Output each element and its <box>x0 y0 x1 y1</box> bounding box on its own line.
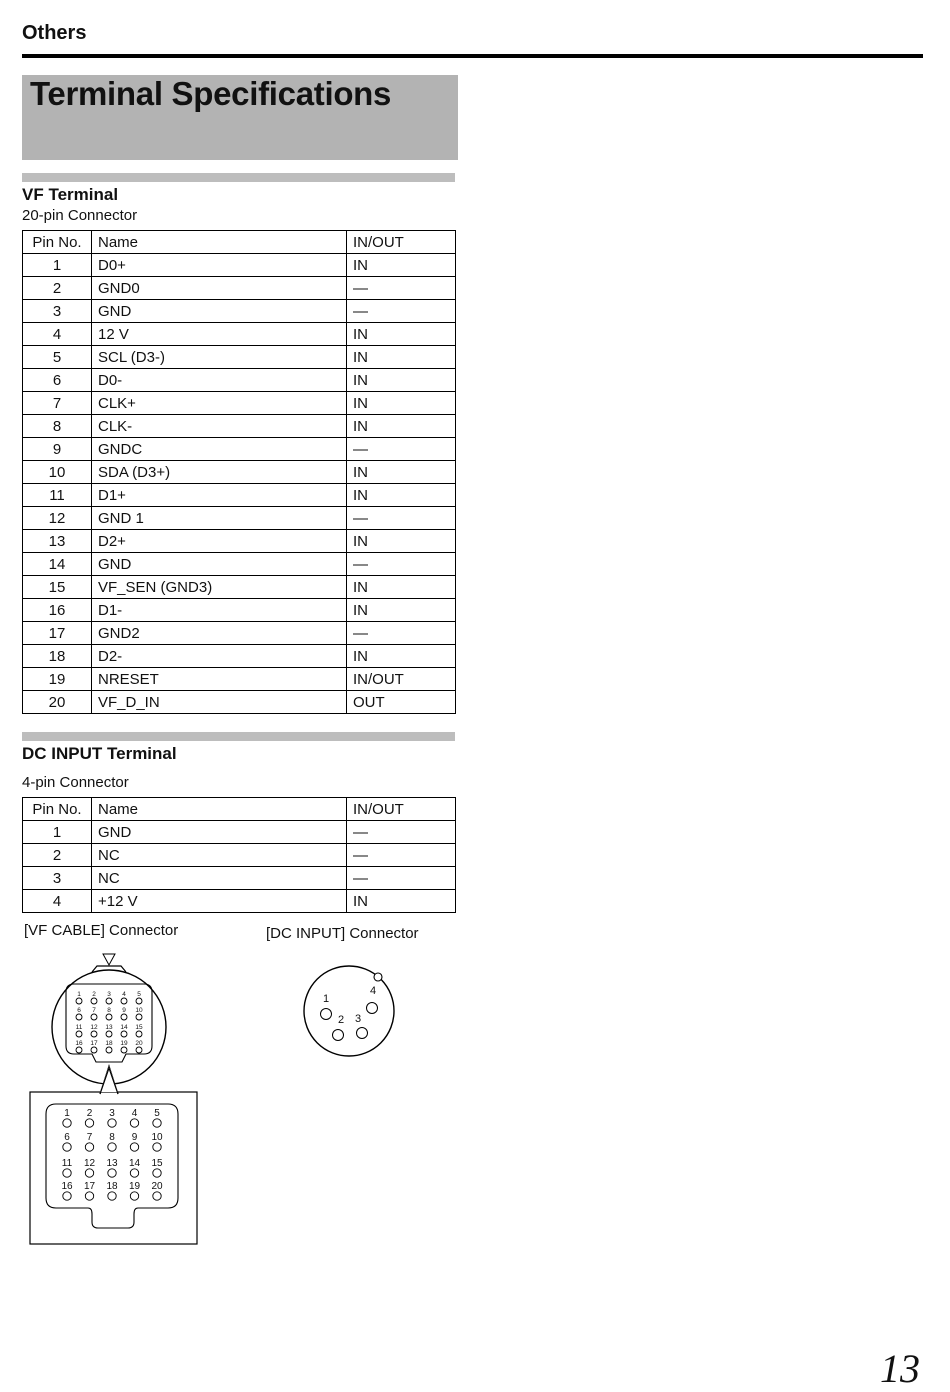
vf-cable-connector-label: [VF CABLE] Connector <box>24 922 179 939</box>
pin-number-label: 1 <box>77 991 81 998</box>
pin-number-cell: 12 <box>23 507 92 530</box>
pin-hole <box>136 1014 142 1020</box>
pin-number-cell: 19 <box>23 668 92 691</box>
pin-hole <box>108 1119 116 1127</box>
pin-number-cell: 20 <box>23 691 92 714</box>
pin-hole <box>76 998 82 1004</box>
pin-number-label: 11 <box>61 1158 73 1169</box>
pin-name-cell: D2+ <box>92 530 347 553</box>
pin-number-label: 13 <box>106 1158 118 1169</box>
dc-terminal-heading: DC INPUT Terminal <box>22 744 177 763</box>
pin-name-cell: NC <box>92 867 347 890</box>
pin-hole <box>63 1119 71 1127</box>
pin-number-label: 9 <box>131 1132 138 1143</box>
pin-number-label: 8 <box>107 1007 111 1014</box>
table-header-row <box>23 798 456 821</box>
dc-input-connector-diagram <box>298 960 402 1062</box>
table-row <box>23 645 456 668</box>
pin-name-cell: D1- <box>92 599 347 622</box>
table-row <box>23 622 456 645</box>
pin-name-cell: NC <box>92 844 347 867</box>
pin-number-label: 17 <box>83 1181 96 1192</box>
pin-number-label: 19 <box>128 1181 141 1192</box>
pin-direction-cell: IN <box>347 530 456 553</box>
pin-number-cell: 10 <box>23 461 92 484</box>
pin-hole <box>121 1031 127 1037</box>
pin-number-label: 9 <box>122 1007 126 1014</box>
pin-hole <box>121 998 127 1004</box>
pin-hole <box>121 1014 127 1020</box>
pin-hole <box>76 1014 82 1020</box>
pin-name-cell: +12 V <box>92 890 347 913</box>
pin-direction-cell: — <box>347 821 456 844</box>
pin-hole <box>136 1047 142 1053</box>
table-row <box>23 867 456 890</box>
pin-name-cell: VF_SEN (GND3) <box>92 576 347 599</box>
pin-name-cell: NRESET <box>92 668 347 691</box>
pin-hole <box>136 998 142 1004</box>
pin-name-cell: D1+ <box>92 484 347 507</box>
pin-name-cell: D0+ <box>92 254 347 277</box>
pin-name-cell: SCL (D3-) <box>92 346 347 369</box>
dc-input-connector-label: [DC INPUT] Connector <box>266 925 419 942</box>
pin-number-label: 5 <box>137 991 141 998</box>
dc-pin-table <box>22 797 456 913</box>
pin-number-cell: 13 <box>23 530 92 553</box>
pin-number-label: 3 <box>109 1108 115 1119</box>
pin-name-cell: SDA (D3+) <box>92 461 347 484</box>
pin-direction-cell: — <box>347 867 456 890</box>
pin-number-label: 6 <box>77 1007 81 1014</box>
pin-hole <box>91 1047 97 1053</box>
pin-hole <box>108 1169 116 1177</box>
pin-name-cell: GND2 <box>92 622 347 645</box>
pin-hole <box>108 1192 116 1200</box>
pin-number-label: 15 <box>151 1158 163 1169</box>
pin-number-label: 6 <box>64 1132 70 1143</box>
table-row <box>23 461 456 484</box>
pin-number-cell: 2 <box>23 844 92 867</box>
pin-direction-cell: IN <box>347 645 456 668</box>
table-row <box>23 323 456 346</box>
pin-direction-cell: — <box>347 300 456 323</box>
table-row <box>23 530 456 553</box>
dc-pin-hole <box>357 1028 368 1039</box>
pin-hole <box>85 1169 93 1177</box>
pin-name-cell: 12 V <box>92 323 347 346</box>
large-pin-grid <box>61 1108 163 1200</box>
pin-direction-cell: IN <box>347 346 456 369</box>
pin-number-label: 20 <box>151 1181 163 1192</box>
vf-terminal-heading: VF Terminal <box>22 185 119 204</box>
pin-number-label: 4 <box>131 1108 138 1119</box>
pin-name-cell: GND <box>92 821 347 844</box>
table-row <box>23 277 456 300</box>
section-header: Others <box>22 22 87 44</box>
pin-number-label: 18 <box>106 1181 118 1192</box>
pin-direction-cell: IN/OUT <box>347 668 456 691</box>
pin-hole <box>85 1119 93 1127</box>
pin-hole <box>130 1169 138 1177</box>
table-row <box>23 392 456 415</box>
dc-pin-number-label: 1 <box>322 993 330 1005</box>
table-row <box>23 300 456 323</box>
pin-number-cell: 9 <box>23 438 92 461</box>
dc-pin-hole <box>367 1003 378 1014</box>
page-number: 13 <box>880 1346 920 1391</box>
pin-direction-cell: IN <box>347 254 456 277</box>
pin-direction-cell: — <box>347 553 456 576</box>
table-row <box>23 254 456 277</box>
pin-direction-cell: — <box>347 844 456 867</box>
pin-number-cell: 3 <box>23 867 92 890</box>
dc-section-bar <box>22 732 455 741</box>
pin-hole <box>153 1169 161 1177</box>
pin-direction-cell: IN <box>347 415 456 438</box>
vf-section-bar <box>22 173 455 182</box>
pin-hole <box>63 1169 71 1177</box>
pin-name-cell: D0- <box>92 369 347 392</box>
pin-hole <box>106 1014 112 1020</box>
column-header-inout: IN/OUT <box>347 231 456 254</box>
pin-hole <box>121 1047 127 1053</box>
pin-name-cell: GND 1 <box>92 507 347 530</box>
pin-number-cell: 7 <box>23 392 92 415</box>
pin-number-cell: 6 <box>23 369 92 392</box>
vf-cable-connector-diagram <box>22 948 207 1248</box>
pin-direction-cell: IN <box>347 369 456 392</box>
pin-number-label: 15 <box>135 1024 143 1031</box>
pin-number-label: 13 <box>105 1024 113 1031</box>
dc-pin-hole <box>333 1030 344 1041</box>
pin-number-cell: 15 <box>23 576 92 599</box>
pin-number-cell: 8 <box>23 415 92 438</box>
pin-hole <box>76 1047 82 1053</box>
column-header-name: Name <box>92 798 347 821</box>
pin-number-label: 12 <box>83 1158 96 1169</box>
table-row <box>23 507 456 530</box>
dc-pin-number-label: 3 <box>354 1013 362 1025</box>
pin-direction-cell: — <box>347 277 456 300</box>
column-header-pin: Pin No. <box>23 798 92 821</box>
table-row <box>23 668 456 691</box>
pin-hole <box>63 1143 71 1151</box>
pin-number-label: 7 <box>86 1132 93 1143</box>
pin-hole <box>63 1192 71 1200</box>
pin-name-cell: D2- <box>92 645 347 668</box>
table-header-row <box>23 231 456 254</box>
pin-number-label: 4 <box>122 991 126 998</box>
pin-number-cell: 4 <box>23 890 92 913</box>
pin-direction-cell: IN <box>347 461 456 484</box>
pin-number-label: 8 <box>109 1132 115 1143</box>
pin-number-cell: 2 <box>23 277 92 300</box>
dc-pin-number-label: 4 <box>369 985 377 997</box>
pin-number-cell: 1 <box>23 254 92 277</box>
pin-hole <box>153 1119 161 1127</box>
pin-number-cell: 16 <box>23 599 92 622</box>
table-row <box>23 576 456 599</box>
pin-number-label: 3 <box>107 991 111 998</box>
table-row <box>23 438 456 461</box>
table-row <box>23 844 456 867</box>
pin-hole <box>130 1143 138 1151</box>
pin-hole <box>106 1031 112 1037</box>
pin-number-cell: 4 <box>23 323 92 346</box>
pin-hole <box>106 1047 112 1053</box>
pin-direction-cell: IN <box>347 323 456 346</box>
pin-number-label: 10 <box>135 1007 143 1014</box>
pin-hole <box>85 1192 93 1200</box>
pin-direction-cell: — <box>347 622 456 645</box>
pin-hole <box>85 1143 93 1151</box>
header-rule <box>22 54 923 58</box>
column-header-pin: Pin No. <box>23 231 92 254</box>
pin-direction-cell: OUT <box>347 691 456 714</box>
pin-name-cell: CLK- <box>92 415 347 438</box>
pin-name-cell: CLK+ <box>92 392 347 415</box>
pin-hole <box>108 1143 116 1151</box>
dc-connector-key-mark <box>374 973 382 981</box>
pin-number-label: 5 <box>154 1108 160 1119</box>
pin-number-label: 16 <box>61 1181 73 1192</box>
table-row <box>23 369 456 392</box>
table-row <box>23 599 456 622</box>
pin-name-cell: GND0 <box>92 277 347 300</box>
column-header-name: Name <box>92 231 347 254</box>
pin-name-cell: GND <box>92 300 347 323</box>
pin-number-label: 14 <box>128 1158 141 1169</box>
vf-pin-table <box>22 230 456 714</box>
pin-number-label: 20 <box>135 1040 143 1047</box>
table-row <box>23 415 456 438</box>
column-header-inout: IN/OUT <box>347 798 456 821</box>
pin-number-label: 11 <box>75 1024 83 1031</box>
table-row <box>23 346 456 369</box>
pin-number-cell: 5 <box>23 346 92 369</box>
pin-name-cell: GNDC <box>92 438 347 461</box>
page-title: Terminal Specifications <box>30 75 392 112</box>
pin-direction-cell: IN <box>347 484 456 507</box>
pin-number-label: 18 <box>105 1040 113 1047</box>
pin-hole <box>136 1031 142 1037</box>
pin-number-cell: 14 <box>23 553 92 576</box>
pin-number-cell: 18 <box>23 645 92 668</box>
pin-hole <box>153 1192 161 1200</box>
pin-direction-cell: — <box>347 507 456 530</box>
pin-number-label: 14 <box>120 1024 128 1031</box>
table-row <box>23 691 456 714</box>
pin-number-label: 7 <box>92 1007 96 1014</box>
table-row <box>23 553 456 576</box>
pin-hole <box>91 998 97 1004</box>
pin-hole <box>130 1119 138 1127</box>
orientation-mark-icon <box>103 954 115 965</box>
table-row <box>23 821 456 844</box>
pin-name-cell: VF_D_IN <box>92 691 347 714</box>
pin-number-cell: 17 <box>23 622 92 645</box>
page-title-box <box>22 75 458 160</box>
pin-hole <box>153 1143 161 1151</box>
pin-hole <box>130 1192 138 1200</box>
pin-number-cell: 11 <box>23 484 92 507</box>
pin-hole <box>91 1014 97 1020</box>
pin-number-label: 16 <box>75 1040 83 1047</box>
pin-direction-cell: IN <box>347 392 456 415</box>
dc-connector-label: 4-pin Connector <box>22 774 129 791</box>
pin-number-label: 19 <box>120 1040 128 1047</box>
pin-number-cell: 1 <box>23 821 92 844</box>
pin-hole <box>76 1031 82 1037</box>
vf-connector-label: 20-pin Connector <box>22 207 138 224</box>
pin-name-cell: GND <box>92 553 347 576</box>
pin-direction-cell: IN <box>347 890 456 913</box>
pin-number-cell: 3 <box>23 300 92 323</box>
pin-hole <box>91 1031 97 1037</box>
pin-number-label: 1 <box>64 1108 70 1119</box>
dc-pin-hole <box>321 1009 332 1020</box>
pin-number-label: 10 <box>151 1132 163 1143</box>
pin-number-label: 12 <box>90 1024 98 1031</box>
pin-direction-cell: — <box>347 438 456 461</box>
pin-direction-cell: IN <box>347 576 456 599</box>
pin-number-label: 17 <box>90 1040 98 1047</box>
pin-hole <box>106 998 112 1004</box>
dc-pin-number-label: 2 <box>337 1014 345 1026</box>
pin-number-label: 2 <box>92 991 96 998</box>
table-row <box>23 890 456 913</box>
table-row <box>23 484 456 507</box>
pin-direction-cell: IN <box>347 599 456 622</box>
pin-number-label: 2 <box>86 1108 93 1119</box>
